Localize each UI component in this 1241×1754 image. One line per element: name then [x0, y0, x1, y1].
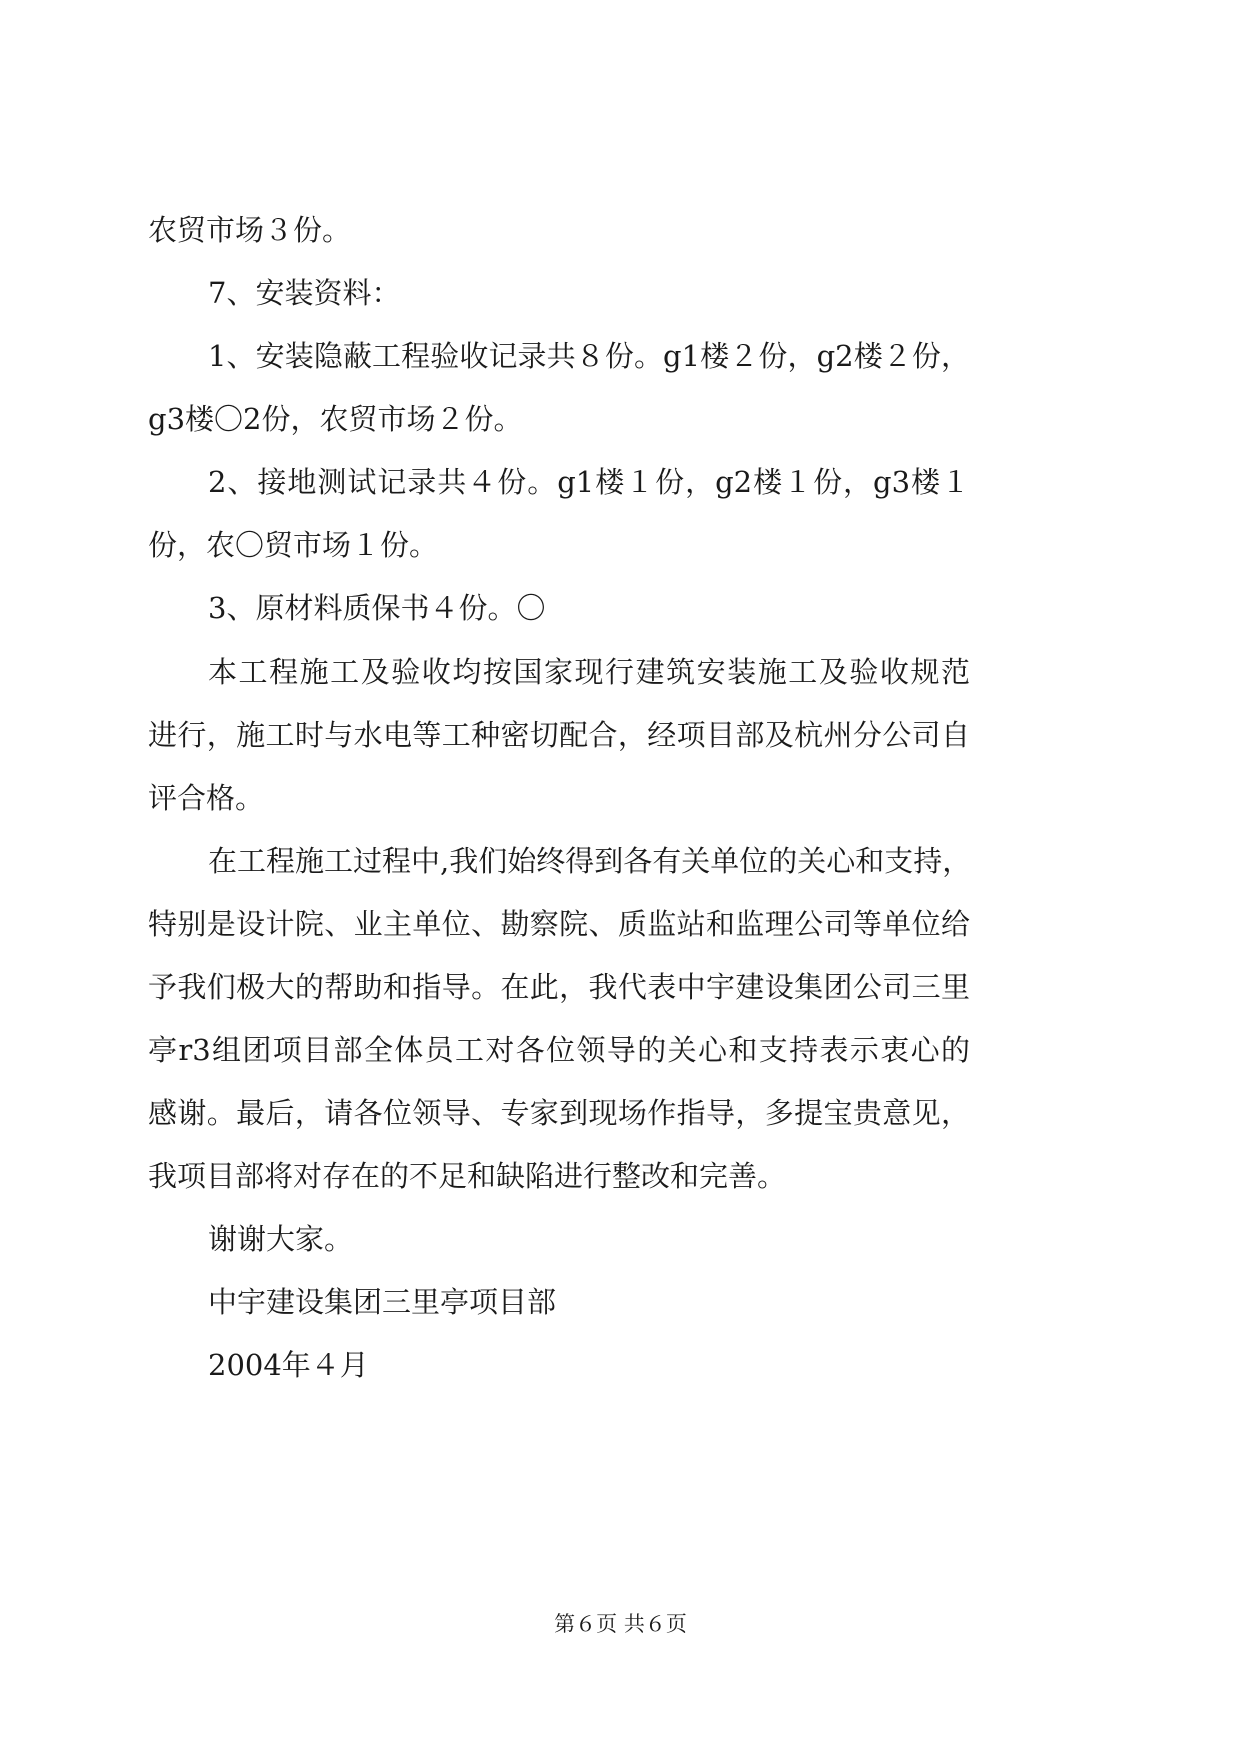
section-heading: 7、安装资料：: [208, 276, 401, 310]
text-line: 农贸市场３份。: [148, 213, 352, 247]
page-footer: 第６页 共６页: [554, 1612, 687, 1636]
text-line: g3楼〇2份，农贸市场２份。: [148, 402, 523, 436]
text-line: 在工程施工过程中,我们始终得到各有关单位的关心和支持，: [208, 844, 972, 878]
text-line: 评合格。: [148, 781, 265, 815]
text-line: 特别是设计院、业主单位、勘察院、质监站和监理公司等单位给: [148, 907, 970, 941]
text-line: 本工程施工及验收均按国家现行建筑安装施工及验收规范: [208, 655, 970, 689]
text-line: 予我们极大的帮助和指导。在此，我代表中宇建设集团公司三里: [148, 970, 970, 1004]
signature-org: 中宇建设集团三里亭项目部: [208, 1285, 557, 1319]
text-line: 3、原材料质保书４份。〇: [208, 591, 546, 625]
text-line: 2、接地测试记录共４份。g1楼１份，g2楼１份，g3楼１: [208, 465, 970, 499]
text-line: 我项目部将对存在的不足和缺陷进行整改和完善。: [148, 1159, 787, 1193]
closing-thanks: 谢谢大家。: [208, 1222, 354, 1256]
text-line: 感谢。最后，请各位领导、专家到现场作指导，多提宝贵意见，: [148, 1096, 970, 1130]
signature-date: 2004年４月: [208, 1348, 369, 1382]
text-line: 亭r3组团项目部全体员工对各位领导的关心和支持表示衷心的: [148, 1033, 970, 1067]
text-line: 1、安装隐蔽工程验收记录共８份。g1楼２份，g2楼２份，: [208, 339, 970, 373]
text-line: 进行，施工时与水电等工种密切配合，经项目部及杭州分公司自: [148, 718, 970, 752]
text-line: 份，农〇贸市场１份。: [148, 528, 439, 562]
